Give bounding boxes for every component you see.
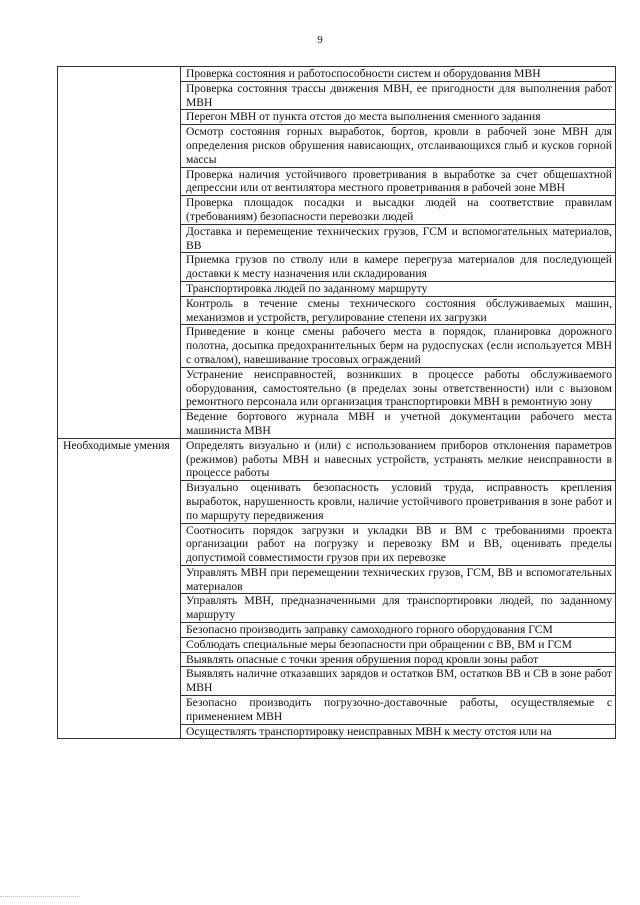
table-cell: Приведение в конце смены рабочего места в порядок, планировка дорожного полотна, досыпка предохранительных берм на рудоспусках (если используется МВН с отвалом), навешивание тросовых ограждений (181, 325, 616, 367)
table-cell: Безопасно производить погрузочно-доставочные работы, осуществляемые с применением МВН (181, 696, 616, 725)
table-cell: Перегон МВН от пункта отстоя до места выполнения сменного задания (181, 110, 616, 125)
table-cell: Управлять МВН при перемещении технических грузов, ГСМ, ВВ и вспомогательных материалов (181, 565, 616, 594)
table-cell: Проверка площадок посадки и высадки людей на соответствие правилам (требованиям) безопасности перевозки людей (181, 196, 616, 225)
table-cell: Осмотр состояния горных выработок, бортов, кровли в рабочей зоне МВН для определения рисков обрушения нависающих, отслаивающихся глыб и кусков горной массы (181, 125, 616, 167)
table-cell: Приемка грузов по стволу или в камере перегруза материалов для последующей доставки к месту назначения или складирования (181, 253, 616, 282)
table-cell: Выявлять опасные с точки зрения обрушения пород кровли зоны работ (181, 652, 616, 667)
table-cell: Управлять МВН, предназначенными для транспортировки людей, по заданному маршруту (181, 594, 616, 623)
table-cell: Визуально оценивать безопасность условий труда, исправность крепления выработок, нарушенность кровли, наличие устойчивого проветривания в зоне работ и по маршруту передвижения (181, 481, 616, 523)
table-cell: Устранение неисправностей, возникших в процессе работы обслуживаемого оборудования, самостоятельно (в пределах зоны ответственности) или с вызовом ремонтного персонала или организация транспортировки МВН в ремонтную зону (181, 367, 616, 409)
table-cell: Контроль в течение смены технического состояния обслуживаемых машин, механизмов и устройств, регулирование степени их загрузки (181, 296, 616, 325)
table-cell: Безопасно производить заправку самоходного горного оборудования ГСМ (181, 623, 616, 638)
table-cell: Транспортировка людей по заданному маршруту (181, 281, 616, 296)
table-cell: Ведение бортового журнала МВН и учетной документации рабочего места машиниста МВН (181, 410, 616, 439)
table-cell: Определять визуально и (или) с использованием приборов отклонения параметров (режимов) работы МВН и навесных устройств, устранять мелкие неисправности в процессе работы (181, 438, 616, 480)
table-cell: Проверка наличия устойчивого проветривания в выработке за счет общешахтной депрессии или от вентилятора местного проветривания в рабочей зоне МВН (181, 167, 616, 196)
functions-table (57, 66, 616, 739)
page-number: 9 (317, 34, 323, 46)
table-cell: Соотносить порядок загрузки и укладки ВВ и ВМ с требованиями проекта организации работ на погрузку и перевозку ВМ и ВВ, оценивать пределы допустимой совместимости грузов при их перевозке (181, 523, 616, 565)
scan-edge-mark (0, 896, 80, 903)
skills-label: Необходимые умения (58, 438, 181, 739)
table-cell: Доставка и перемещение технических грузов, ГСМ и вспомогательных материалов, ВВ (181, 224, 616, 253)
table-cell: Проверка состояния и работоспособности систем и оборудования МВН (181, 67, 616, 82)
empty-label-cell (58, 67, 181, 439)
table-row (58, 67, 616, 82)
table-row (58, 438, 616, 480)
table-cell: Проверка состояния трассы движения МВН, ее пригодности для выполнения работ МВН (181, 81, 616, 110)
table-cell: Осуществлять транспортировку неисправных МВН к месту отстоя или на (181, 724, 616, 739)
table-cell: Соблюдать специальные меры безопасности при обращении с ВВ, ВМ и ГСМ (181, 637, 616, 652)
table-cell: Выявлять наличие отказавших зарядов и остатков ВМ, остатков ВВ и СВ в зоне работ МВН (181, 667, 616, 696)
